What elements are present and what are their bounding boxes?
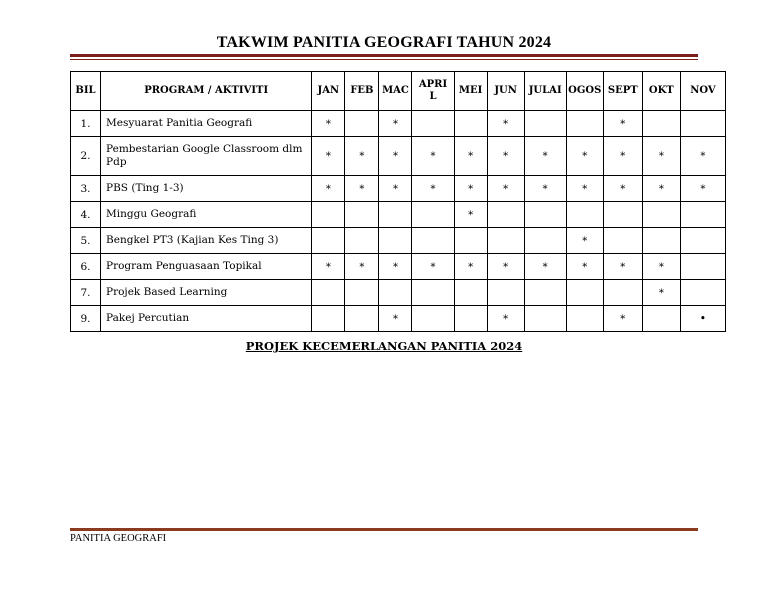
month-cell xyxy=(454,254,487,280)
month-cell xyxy=(487,111,524,137)
footer-rule xyxy=(70,528,698,531)
activity-mark: * xyxy=(468,151,474,162)
month-cell xyxy=(603,254,642,280)
month-cell xyxy=(566,176,603,202)
month-cell xyxy=(603,137,642,176)
activity-mark: * xyxy=(620,118,626,130)
month-cell xyxy=(345,176,379,202)
activity-mark: * xyxy=(658,261,664,273)
month-cell xyxy=(345,306,379,332)
table-row xyxy=(71,176,726,202)
program-name: Pembestarian Google Classroom dlm Pdp xyxy=(101,137,312,176)
header-feb: FEB xyxy=(345,72,379,111)
header-nov: NOV xyxy=(680,72,725,111)
activity-mark: * xyxy=(620,313,626,325)
footer-text: PANITIA GEOGRAFI xyxy=(70,533,167,544)
activity-mark: * xyxy=(430,151,436,162)
activity-mark: * xyxy=(359,261,365,273)
calendar-table xyxy=(70,71,726,332)
month-cell xyxy=(454,176,487,202)
title-rule-thick xyxy=(70,54,698,57)
month-cell xyxy=(345,202,379,228)
activity-mark: * xyxy=(468,183,474,195)
month-cell xyxy=(524,111,566,137)
month-cell xyxy=(524,254,566,280)
month-cell xyxy=(412,254,454,280)
month-cell xyxy=(642,228,680,254)
month-cell xyxy=(379,176,412,202)
month-cell xyxy=(680,280,725,306)
header-okt: OKT xyxy=(642,72,680,111)
program-name: Program Penguasaan Topikal xyxy=(101,254,312,280)
table-row xyxy=(71,280,726,306)
month-cell xyxy=(680,202,725,228)
activity-mark: * xyxy=(468,209,474,221)
month-cell xyxy=(642,176,680,202)
month-cell xyxy=(379,111,412,137)
row-number: 4. xyxy=(71,202,101,228)
month-cell xyxy=(603,111,642,137)
header-mei: MEI xyxy=(454,72,487,111)
month-cell xyxy=(603,280,642,306)
program-name: Pakej Percutian xyxy=(101,306,312,332)
month-cell xyxy=(487,202,524,228)
row-number: 5. xyxy=(71,228,101,254)
program-name: PBS (Ting 1-3) xyxy=(101,176,312,202)
activity-mark: * xyxy=(468,261,474,273)
month-cell xyxy=(454,137,487,176)
document-title: TAKWIM PANITIA GEOGRAFI TAHUN 2024 xyxy=(216,34,552,51)
month-cell xyxy=(642,202,680,228)
month-cell xyxy=(312,111,345,137)
month-cell xyxy=(345,280,379,306)
activity-mark: * xyxy=(325,183,331,195)
month-cell xyxy=(524,137,566,176)
month-cell xyxy=(642,306,680,332)
month-cell xyxy=(524,228,566,254)
activity-mark: * xyxy=(700,151,706,162)
activity-mark: * xyxy=(325,151,331,162)
activity-mark: * xyxy=(620,151,626,162)
header-program: PROGRAM / AKTIVITI xyxy=(101,72,312,111)
month-cell xyxy=(345,254,379,280)
activity-mark: * xyxy=(700,183,706,195)
header-bil: BIL xyxy=(71,72,101,111)
activity-mark: * xyxy=(392,118,398,130)
activity-mark: * xyxy=(325,261,331,273)
activity-mark: * xyxy=(542,151,548,162)
activity-mark: * xyxy=(542,261,548,273)
month-cell xyxy=(487,280,524,306)
month-cell xyxy=(379,137,412,176)
activity-mark: * xyxy=(430,261,436,273)
month-cell xyxy=(566,306,603,332)
month-cell xyxy=(345,137,379,176)
month-cell xyxy=(412,306,454,332)
row-number: 2. xyxy=(71,137,101,176)
program-name: Projek Based Learning xyxy=(101,280,312,306)
month-cell xyxy=(680,176,725,202)
header-april: APRIL xyxy=(412,72,454,111)
month-cell xyxy=(312,137,345,176)
activity-mark: * xyxy=(359,183,365,195)
month-cell xyxy=(566,228,603,254)
month-cell xyxy=(345,228,379,254)
activity-mark: * xyxy=(392,183,398,195)
activity-mark: * xyxy=(658,151,664,162)
header-jan: JAN xyxy=(312,72,345,111)
activity-mark: * xyxy=(503,313,509,325)
section-subtitle: PROJEK KECEMERLANGAN PANITIA 2024 xyxy=(245,339,523,353)
month-cell xyxy=(680,228,725,254)
month-cell xyxy=(454,306,487,332)
activity-mark: * xyxy=(582,151,588,162)
activity-mark: * xyxy=(503,183,509,195)
month-cell xyxy=(566,137,603,176)
month-cell xyxy=(312,280,345,306)
month-cell xyxy=(642,280,680,306)
month-cell xyxy=(680,137,725,176)
month-cell xyxy=(312,254,345,280)
month-cell xyxy=(566,202,603,228)
month-cell xyxy=(566,111,603,137)
month-cell xyxy=(603,176,642,202)
month-cell xyxy=(412,202,454,228)
month-cell xyxy=(312,202,345,228)
row-number: 3. xyxy=(71,176,101,202)
month-cell xyxy=(603,306,642,332)
month-cell xyxy=(603,228,642,254)
month-cell xyxy=(345,111,379,137)
month-cell xyxy=(487,176,524,202)
month-cell xyxy=(566,280,603,306)
header-julai: JULAI xyxy=(524,72,566,111)
table-row xyxy=(71,111,726,137)
table-row xyxy=(71,254,726,280)
month-cell xyxy=(412,176,454,202)
table-row xyxy=(71,228,726,254)
activity-mark: * xyxy=(542,183,548,195)
header-ogos: OGOS xyxy=(566,72,603,111)
month-cell xyxy=(454,202,487,228)
month-cell xyxy=(454,228,487,254)
month-cell xyxy=(379,254,412,280)
activity-mark: * xyxy=(392,313,398,325)
month-cell xyxy=(412,280,454,306)
activity-mark: * xyxy=(620,183,626,195)
activity-mark: * xyxy=(658,287,664,299)
title-rule-thin xyxy=(70,59,698,60)
month-cell xyxy=(642,137,680,176)
month-cell xyxy=(524,280,566,306)
program-name: Minggu Geografi xyxy=(101,202,312,228)
row-number: 6. xyxy=(71,254,101,280)
activity-mark: * xyxy=(658,183,664,195)
month-cell xyxy=(680,111,725,137)
activity-mark: * xyxy=(430,183,436,195)
month-cell xyxy=(680,306,725,332)
month-cell xyxy=(454,280,487,306)
program-name: Bengkel PT3 (Kajian Kes Ting 3) xyxy=(101,228,312,254)
month-cell xyxy=(487,306,524,332)
month-cell xyxy=(379,306,412,332)
header-jun: JUN xyxy=(487,72,524,111)
month-cell xyxy=(487,254,524,280)
activity-mark: * xyxy=(503,151,509,162)
activity-mark: * xyxy=(325,118,331,130)
table-header-row xyxy=(71,72,726,111)
activity-mark: * xyxy=(392,151,398,162)
table-row xyxy=(71,306,726,332)
header-mac: MAC xyxy=(379,72,412,111)
activity-mark: * xyxy=(392,261,398,273)
activity-mark: * xyxy=(503,261,509,273)
month-cell xyxy=(312,228,345,254)
month-cell xyxy=(487,228,524,254)
month-cell xyxy=(412,111,454,137)
activity-mark: * xyxy=(359,151,365,162)
month-cell xyxy=(379,202,412,228)
month-cell xyxy=(642,254,680,280)
month-cell xyxy=(412,228,454,254)
row-number: 9. xyxy=(71,306,101,332)
month-cell xyxy=(379,280,412,306)
month-cell xyxy=(312,176,345,202)
month-cell xyxy=(312,306,345,332)
table-row xyxy=(71,137,726,176)
activity-mark: * xyxy=(503,118,509,130)
month-cell xyxy=(412,137,454,176)
row-number: 1. xyxy=(71,111,101,137)
month-cell xyxy=(642,111,680,137)
month-cell xyxy=(454,111,487,137)
row-number: 7. xyxy=(71,280,101,306)
table-row xyxy=(71,202,726,228)
month-cell xyxy=(524,306,566,332)
activity-mark: * xyxy=(582,183,588,195)
month-cell xyxy=(487,137,524,176)
month-cell xyxy=(566,254,603,280)
month-cell xyxy=(680,254,725,280)
header-sept: SEPT xyxy=(603,72,642,111)
month-cell xyxy=(603,202,642,228)
activity-mark: * xyxy=(620,261,626,273)
program-name: Mesyuarat Panitia Geografi xyxy=(101,111,312,137)
month-cell xyxy=(524,176,566,202)
month-cell xyxy=(524,202,566,228)
activity-mark: * xyxy=(582,235,588,247)
month-cell xyxy=(379,228,412,254)
activity-mark: * xyxy=(582,261,588,273)
activity-mark: • xyxy=(699,312,707,325)
